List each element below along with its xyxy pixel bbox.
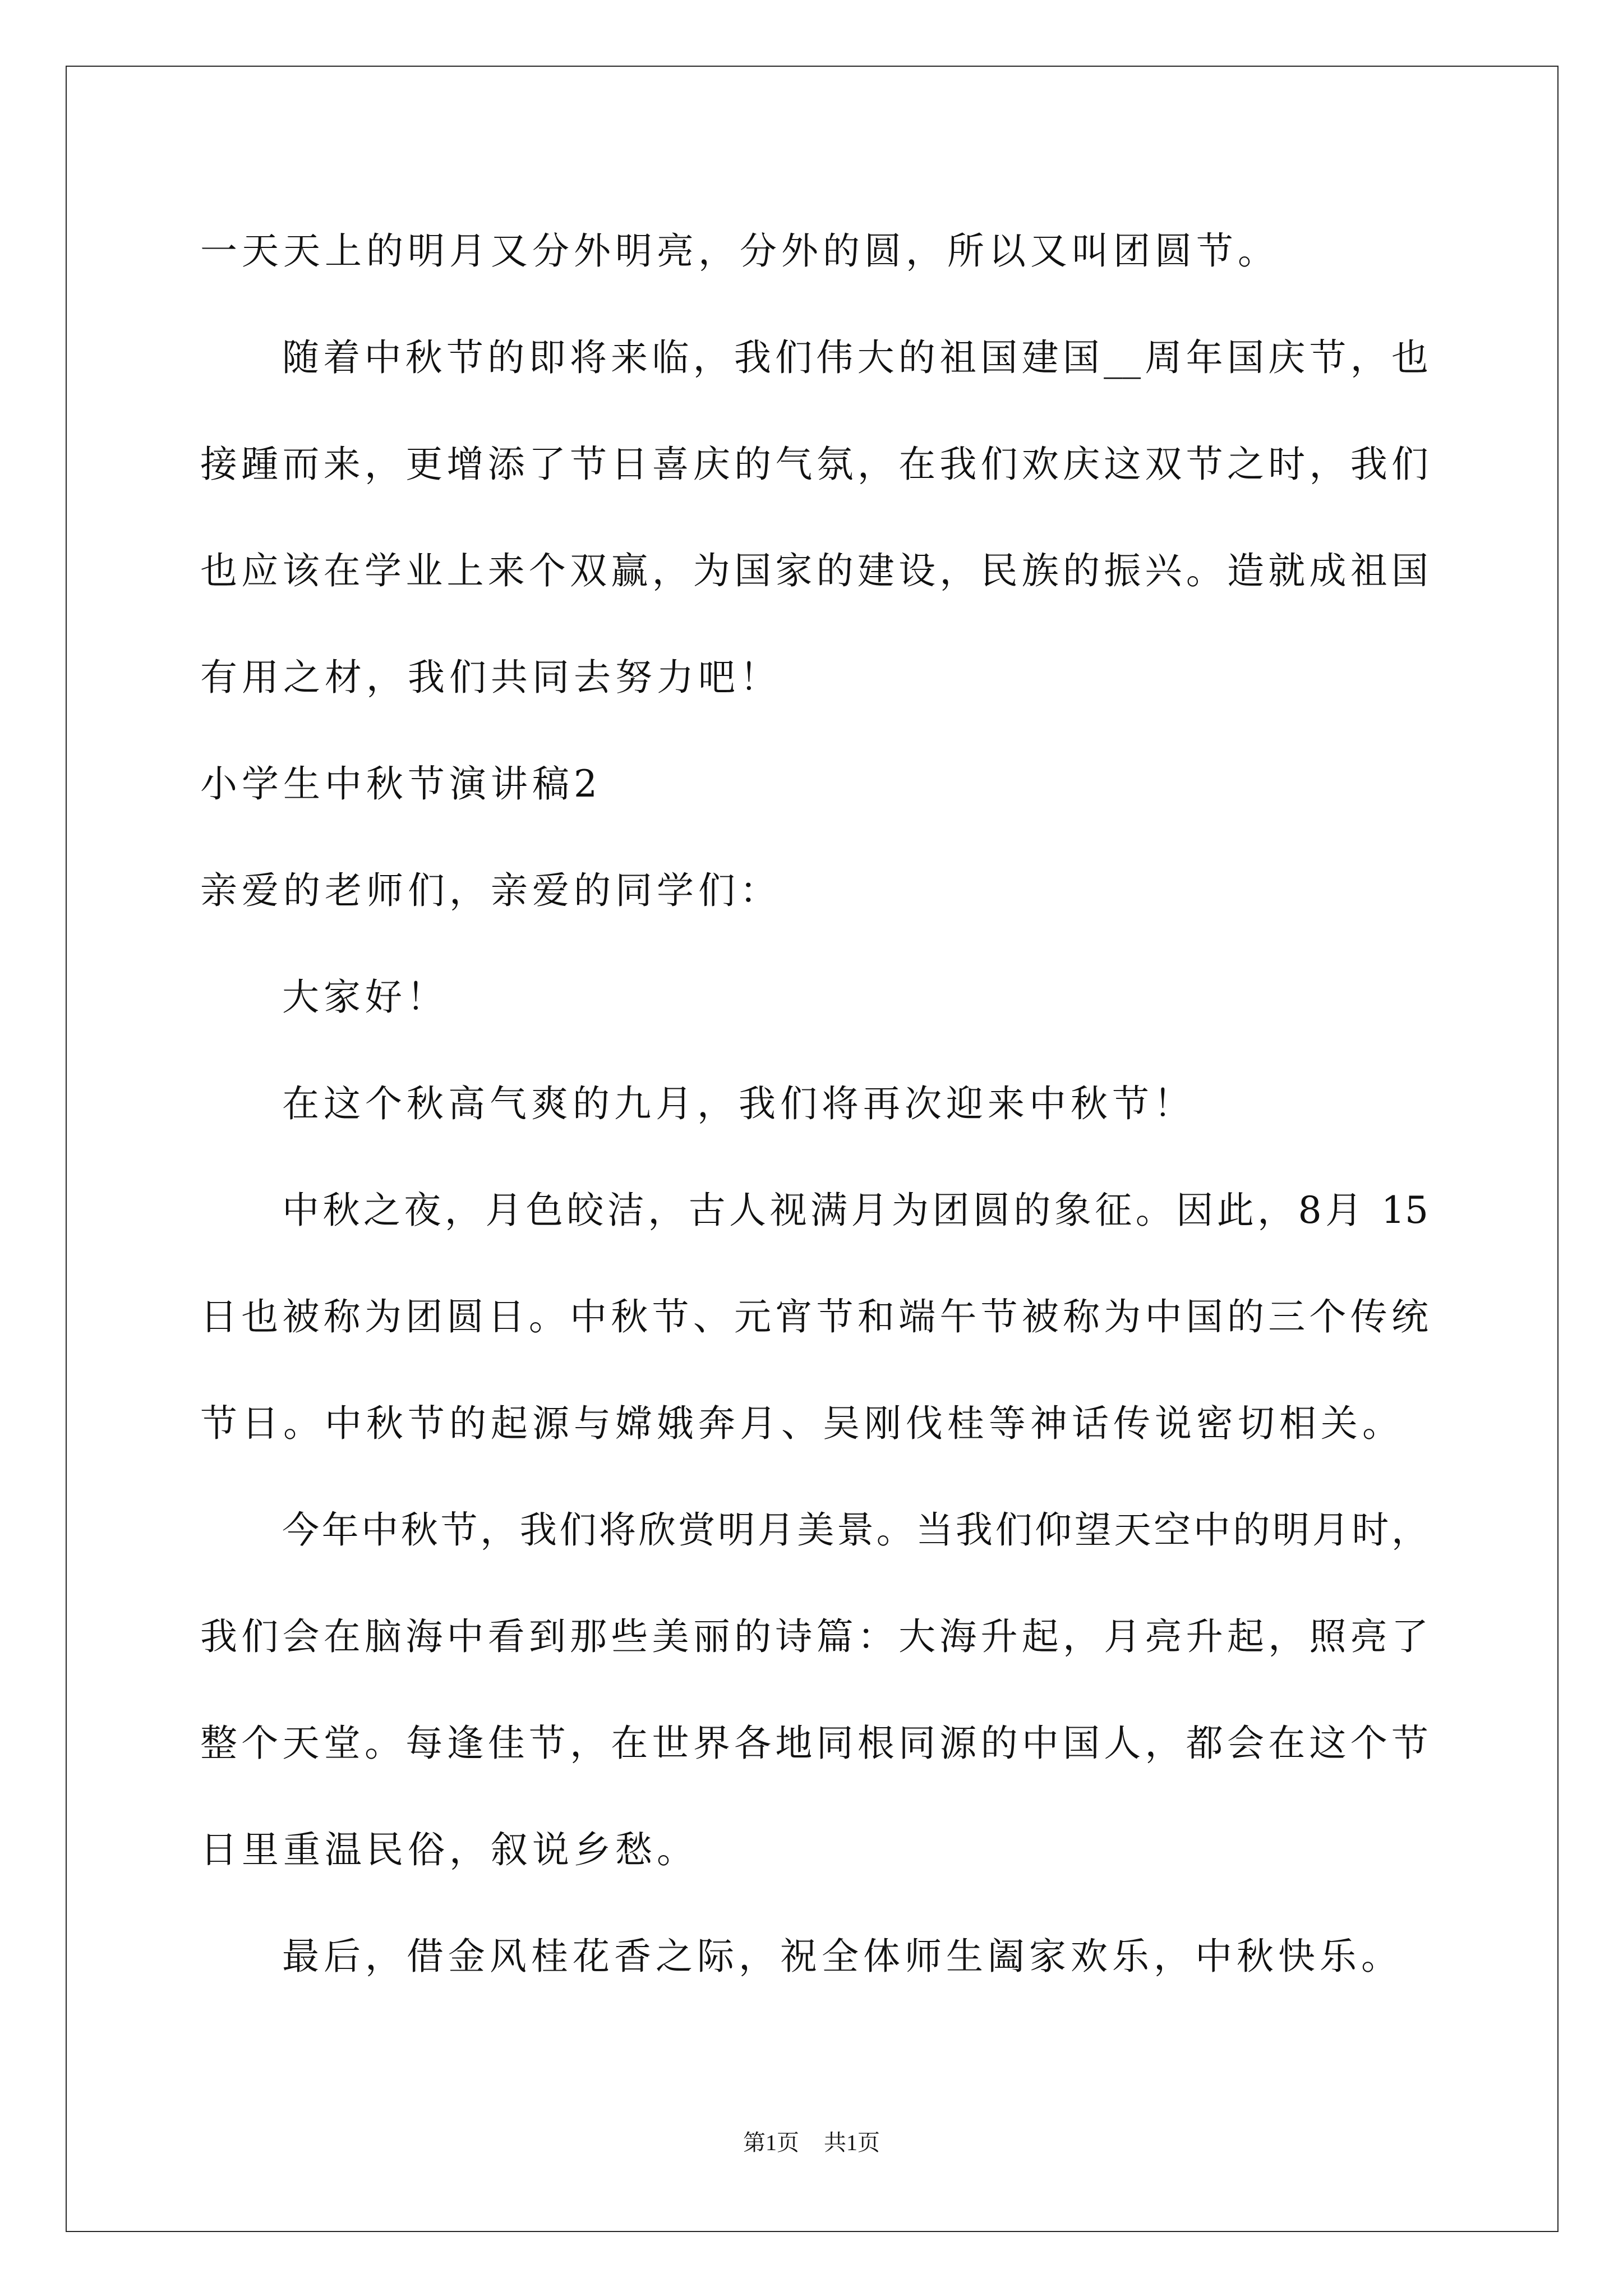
text-line: 整个天堂。每逢佳节，在世界各地同根同源的中国人，都会在这个节 [200,1722,1428,1765]
text-line: 有用之材，我们共同去努力吧！ [200,656,781,699]
page-footer [0,2126,1623,2160]
page-total: 共1页 [824,2130,880,2155]
text-line: 最后，借金风桂花香之际，祝全体师生阖家欢乐，中秋快乐。 [282,1935,1403,1978]
text-line: 中秋之夜，月色皎洁，古人视满月为团圆的象征。因此，8月 15 [282,1189,1428,1232]
text-line: 日里重温民俗，叙说乡愁。 [200,1828,698,1871]
text-line: 节日。中秋节的起源与嫦娥奔月、吴刚伐桂等神话传说密切相关。 [200,1402,1404,1445]
text-line: 在这个秋高气爽的九月，我们将再次迎来中秋节！ [282,1082,1195,1125]
text-line: 一天天上的明月又分外明亮，分外的圆，所以又叫团圆节。 [200,229,1279,273]
body-text [200,198,1434,2010]
section-heading: 小学生中秋节演讲稿2 [200,762,602,806]
text-line: 接踵而来，更增添了节日喜庆的气氛，在我们欢庆这双节之时，我们 [200,443,1428,486]
text-line: 我们会在脑海中看到那些美丽的诗篇：大海升起，月亮升起，照亮了 [200,1615,1428,1658]
greeting: 大家好！ [282,976,448,1019]
text-line: 也应该在学业上来个双赢，为国家的建设，民族的振兴。造就成祖国 [200,549,1428,592]
text-line: 今年中秋节，我们将欣赏明月美景。当我们仰望天空中的明月时， [282,1508,1428,1552]
page-number: 第1页 [743,2130,799,2155]
text-line: 随着中秋节的即将来临，我们伟大的祖国建国__周年国庆节，也 [282,336,1428,379]
salutation: 亲爱的老师们，亲爱的同学们： [200,869,781,912]
text-line: 日也被称为团圆日。中秋节、元宵节和端午节被称为中国的三个传统 [200,1295,1428,1338]
